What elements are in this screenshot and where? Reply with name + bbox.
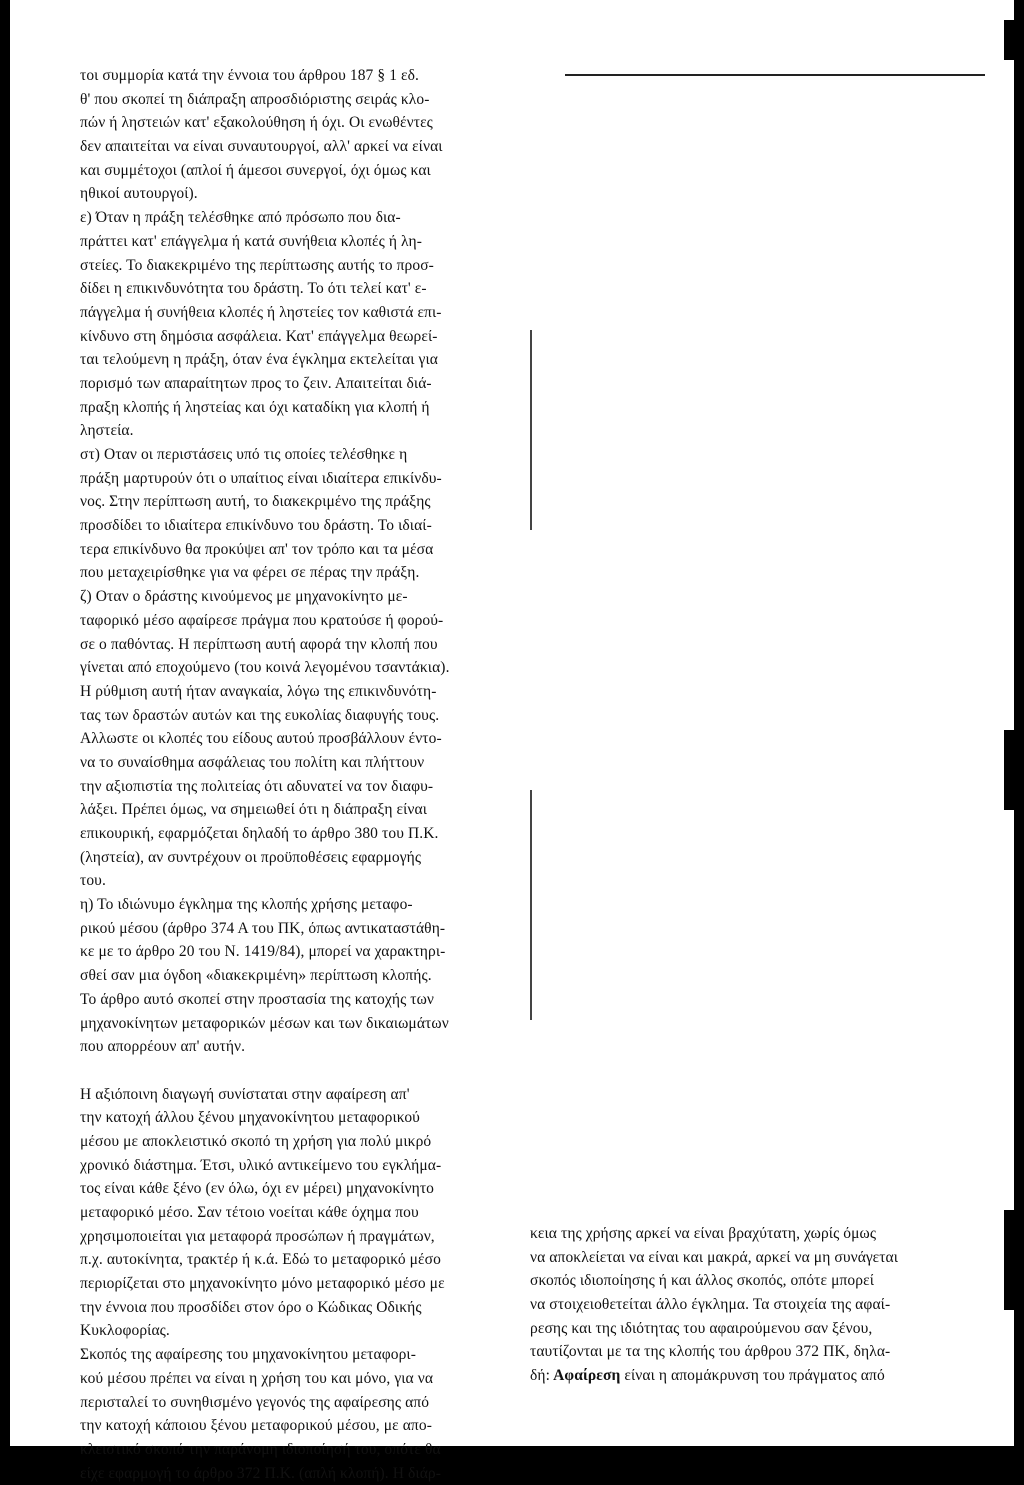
text-line: μεταφορικό μέσο. Σαν τέτοιο νοείται κάθε όχημα που — [80, 1204, 419, 1221]
text-line: προσδίδει το ιδιαίτερα επικίνδυνο του δράστη. Το ιδιαί- — [80, 517, 432, 535]
left-text-column — [80, 64, 540, 1485]
text-line: περισταλεί το συνηθισμένο γεγονός της αφαίρεσης από — [80, 1393, 430, 1411]
text-line: σε ο παθόντας. Η περίπτωση αυτή αφορά την κλοπή που — [80, 635, 438, 653]
text-line: (ληστεία), αν συντρέχουν οι προϋποθέσεις εφαρμογής — [80, 848, 422, 866]
text-line: χρησιμοποιείται για μεταφορά προσώπων ή πραγμάτων, — [80, 1227, 435, 1245]
text-line: ρικού μέσου (άρθρο 374 Α του ΠΚ, όπως αντικαταστάθη- — [80, 919, 446, 937]
text-line: πραξη κλοπής ή ληστείας και όχι καταδίκη για κλοπή ή — [80, 398, 430, 416]
text-line: Το άρθρο αυτό σκοπεί στην προστασία της κατοχής των — [80, 990, 435, 1008]
text-line: κλειστικό σκοπό την παράνομη ιδιοποίησή του, οπότε θα — [80, 1440, 441, 1458]
text-line: κεια της χρήσης αρκεί να είναι βραχύτατη, χωρίς όμως — [530, 1225, 877, 1242]
text-line: του. — [80, 872, 106, 890]
text-line: την κατοχή άλλου ξένου μηχανοκίνητου μεταφορικού — [80, 1109, 420, 1127]
text-line: θ' που σκοπεί τη διάπραξη απροσδιόριστης σειράς κλο- — [80, 90, 430, 108]
text-line: πράττει κατ' επάγγελμα ή κατά συνήθεια κλοπές ή λη- — [80, 232, 422, 250]
text-line: Σκοπός της αφαίρεσης του μηχανοκίνητου μεταφορι- — [80, 1346, 416, 1364]
right-edge-bar — [1004, 1210, 1014, 1310]
text-line: που μεταχειρίσθηκε για να φέρει σε πέρας την πράξη. — [80, 564, 420, 582]
text-line: σκοπός ιδιοποίησης ή και άλλος σκοπός, οπότε μπορεί — [530, 1272, 874, 1290]
text-line: τοι συμμορία κατά την έννοια του άρθρου 187 § 1 εδ. — [80, 67, 420, 84]
text-line: λάξει. Πρέπει όμως, να σημειωθεί ότι η διάπραξη είναι — [80, 801, 428, 819]
text-line: που απορρέουν απ' αυτήν. — [80, 1038, 246, 1056]
text-line: επικουρική, εφαρμόζεται δηλαδή το άρθρο 380 του Π.Κ. — [80, 825, 439, 842]
text-line: ληστεία. — [80, 422, 134, 440]
text-line: πάγγελμα ή συνήθεια κλοπές ή ληστείες τον καθιστά επι- — [80, 303, 442, 321]
text-line: την αξιοπιστία της πολιτείας ότι αδυνατεί να τον διαφυ- — [80, 777, 434, 795]
text-line: τας των δραστών αυτών και της ευκολίας διαφυγής τους. — [80, 706, 440, 724]
text-line: και συμμέτοχοι (απλοί ή άμεσοι συνεργοί, όχι όμως και — [80, 161, 431, 179]
text-line: να το συναίσθημα ασφάλειας του πολίτη και πλήττουν — [80, 753, 425, 771]
text-line: ται τελούμενη η πράξη, όταν ένα έγκλημα εκτελείται για — [80, 351, 438, 369]
text-line: σθεί σαν μια όγδοη «διακεκριμένη» περίπτωση κλοπής. — [80, 967, 432, 985]
text-line: ταφορικό μέσο αφαίρεσε πράγμα που κρατούσε ή φορού- — [80, 611, 444, 629]
text-line: στ) Οταν οι περιστάσεις υπό τις οποίες τελέσθηκε η — [80, 446, 408, 463]
text-line: ρεσης και της ιδιότητας του αφαιρούμενου σαν ξένου, — [530, 1319, 873, 1337]
text-line: κε με το άρθρο 20 του Ν. 1419/84), μπορεί να χαρακτηρι- — [80, 943, 446, 961]
text-line: τος είναι κάθε ξένο (εν όλω, όχι εν μέρει) μηχανοκίνητο — [80, 1180, 435, 1198]
text-line: δίδει η επικινδυνότητα του δράστη. Το ότι τελεί κατ' ε- — [80, 280, 427, 298]
text-line: τερα επικίνδυνο θα προκύψει απ' τον τρόπο και τα μέσα — [80, 540, 434, 558]
text-line: ηθικοί αυτουργοί). — [80, 185, 198, 203]
bold-term: Αφαίρεση — [550, 1367, 621, 1385]
top-right-rule — [565, 74, 985, 76]
text-line: κού μέσου πρέπει να είναι η χρήση του και μόνο, για να — [80, 1369, 434, 1387]
margin-mark — [530, 790, 532, 1020]
text-line: είχε εφαρμογή το άρθρο 372 Π.Κ. (απλή κλοπή). Η διάρ- — [80, 1464, 442, 1482]
right-edge-bar — [1004, 730, 1014, 810]
text-line — [80, 1059, 540, 1083]
document-page — [10, 0, 1014, 1482]
text-line: Κυκλοφορίας. — [80, 1322, 170, 1340]
text-line: πορισμό των απαραίτητων προς το ζειν. Απαιτείται διά- — [80, 374, 432, 392]
text-line: χρονικό διάστημα. Έτσι, υλικό αντικείμενο του εγκλήμα- — [80, 1156, 442, 1174]
text-line: ταυτίζονται με τα της κλοπής του άρθρου 372 ΠΚ, δηλα- — [530, 1343, 891, 1361]
text-line: περιορίζεται στο μηχανοκίνητο μόνο μεταφορικό μέσο με — [80, 1275, 445, 1293]
text-line: δή: Αφαίρεση είναι η απομάκρυνση του πράγματος από — [530, 1367, 885, 1385]
margin-mark — [530, 330, 532, 530]
text-line: ζ) Οταν ο δράστης κινούμενος με μηχανοκίνητο με- — [80, 588, 408, 606]
text-line: να στοιχειοθετείται άλλο έγκλημα. Τα στοιχεία της αφαί- — [530, 1296, 891, 1314]
text-line: δεν απαιτείται να είναι συναυτουργοί, αλλ' αρκεί να είναι — [80, 138, 443, 156]
text-line: Αλλωστε οι κλοπές του είδους αυτού προσβάλλουν έντο- — [80, 730, 442, 748]
page-number: 934 — [54, 1396, 83, 1415]
right-text-column — [530, 1222, 970, 1388]
text-line: ε) Όταν η πράξη τελέσθηκε από πρόσωπο που δια- — [80, 209, 401, 227]
text-line: μηχανοκίνητων μεταφορικών μέσων και των δικαιωμάτων — [80, 1014, 449, 1032]
line-continuation: είναι η απομάκρυνση του πράγματος από — [620, 1367, 885, 1385]
text-line: την κατοχή κάποιου ξένου μεταφορικού μέσου, με απο- — [80, 1417, 432, 1435]
text-line: την έννοια που προσδίδει στον όρο ο Κώδικας Οδικής — [80, 1298, 422, 1316]
text-line: πράξη μαρτυρούν ότι ο υπαίτιος είναι ιδιαίτερα επικίνδυ- — [80, 469, 442, 487]
text-line: Η αξιόποινη διαγωγή συνίσταται στην αφαίρεση απ' — [80, 1085, 410, 1103]
text-line: μέσου με αποκλειστικό σκοπό τη χρήση για πολύ μικρό — [80, 1132, 432, 1150]
text-line: στείες. Το διακεκριμένο της περίπτωσης αυτής το προσ- — [80, 256, 434, 274]
text-line: νος. Στην περίπτωση αυτή, το διακεκριμένο της πράξης — [80, 493, 431, 511]
text-line: να αποκλείεται να είναι και μακρά, αρκεί να μη συνάγεται — [530, 1248, 899, 1266]
text-line: π.χ. αυτοκίνητα, τρακτέρ ή κ.ά. Εδώ το μεταφορικό μέσο — [80, 1251, 441, 1269]
text-line: κίνδυνο στη δημόσια ασφάλεια. Κατ' επάγγελμα θεωρεί- — [80, 327, 438, 345]
text-line: η) Το ιδιώνυμο έγκλημα της κλοπής χρήσης μεταφο- — [80, 896, 413, 914]
text-line: γίνεται από εποχούμενο (του κοινά λεγομένου τσαντάκια). — [80, 659, 450, 677]
text-line: πών ή ληστειών κατ' εξακολούθηση ή όχι. Οι ενωθέντες — [80, 114, 433, 132]
text-line: Η ρύθμιση αυτή ήταν αναγκαία, λόγω της επικινδυνότη- — [80, 682, 437, 700]
right-edge-bar — [1004, 20, 1014, 60]
